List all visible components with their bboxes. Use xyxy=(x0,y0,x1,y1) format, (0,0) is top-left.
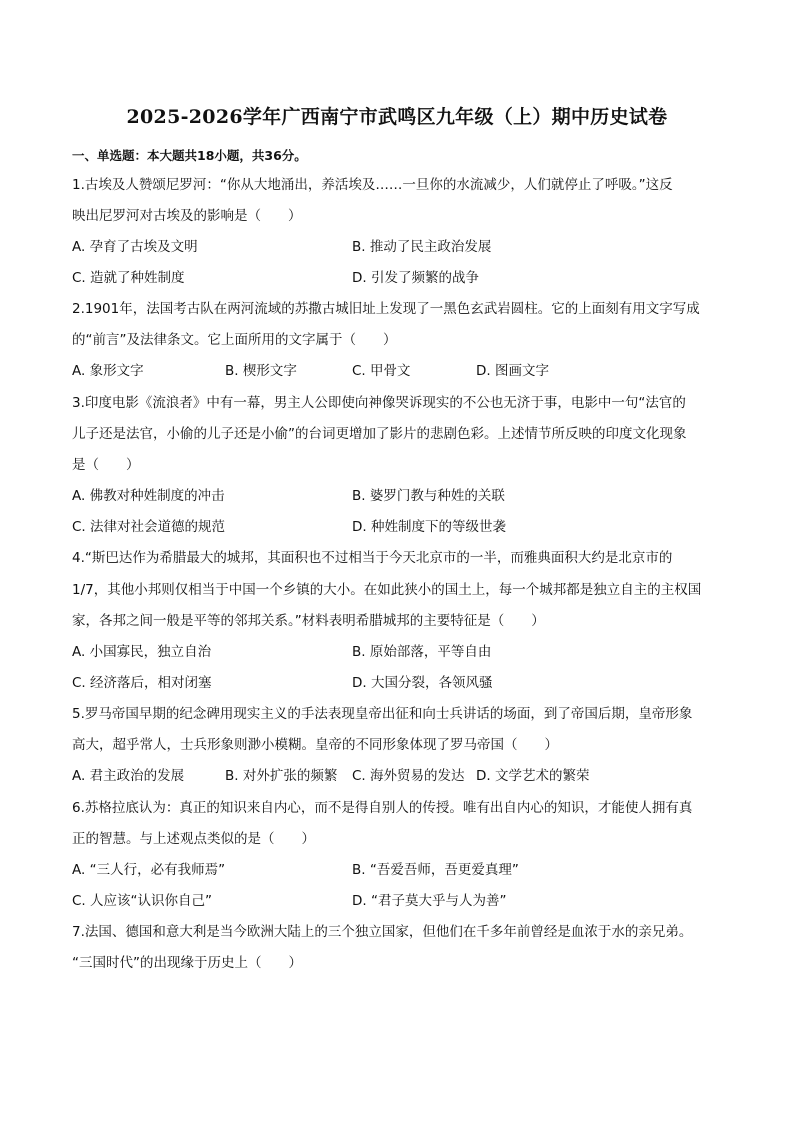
question-5-option-a: A. 君主政治的发展 xyxy=(72,768,185,784)
question-3-option-d: D. 种姓制度下的等级世袭 xyxy=(352,519,506,535)
section-heading: 一、单选题：本大题共18小题，共36分。 xyxy=(72,148,307,163)
question-4-line-2: 1/7，其他小邦则仅相当于中国一个乡镇的大小。在如此狭小的国土上，每一个城邦都是独立自主的主权国 xyxy=(72,582,702,598)
question-1-option-d: D. 引发了频繁的战争 xyxy=(352,270,479,286)
question-5-option-c: C. 海外贸易的发达 xyxy=(352,768,465,784)
question-5-line-1: 5.罗马帝国早期的纪念碑用现实主义的手法表现皇帝出征和向士兵讲话的场面，到了帝国后期，皇帝形象 xyxy=(72,706,693,722)
question-4-option-b: B. 原始部落，平等自由 xyxy=(352,644,492,660)
question-2-line-2: 的“前言”及法律条文。它上面所用的文字属于（ ） xyxy=(72,332,397,348)
question-3-option-a: A. 佛教对种姓制度的冲击 xyxy=(72,488,225,504)
question-4-line-3: 家，各邦之间一般是平等的邻邦关系。”材料表明希腊城邦的主要特征是（ ） xyxy=(72,613,545,629)
question-3-line-3: 是（ ） xyxy=(72,457,140,473)
question-3-option-c: C. 法律对社会道德的规范 xyxy=(72,519,226,535)
question-5-option-b: B. 对外扩张的频繁 xyxy=(225,768,338,784)
question-5-option-d: D. 文学艺术的繁荣 xyxy=(476,768,590,784)
question-4-option-d: D. 大国分裂，各领风骚 xyxy=(352,675,493,691)
question-2-option-d: D. 图画文字 xyxy=(476,363,549,379)
question-1-option-c: C. 造就了种姓制度 xyxy=(72,270,185,286)
question-3-line-1: 3.印度电影《流浪者》中有一幕，男主人公即使向神像哭诉现实的不公也无济于事，电影中一句“法官的 xyxy=(72,395,686,411)
question-6-option-a: A. “三人行，必有我师焉” xyxy=(72,862,226,878)
question-6-option-b: B. “吾爱吾师，吾更爱真理” xyxy=(352,862,519,878)
question-5-line-2: 高大，超乎常人，士兵形象则渺小模糊。皇帝的不同形象体现了罗马帝国（ ） xyxy=(72,737,558,753)
question-6-line-1: 6.苏格拉底认为：真正的知识来自内心，而不是得自别人的传授。唯有出自内心的知识，才能使人拥有真 xyxy=(72,800,693,816)
question-4-option-c: C. 经济落后，相对闭塞 xyxy=(72,675,212,691)
question-1-line-2: 映出尼罗河对古埃及的影响是（ ） xyxy=(72,208,302,224)
question-1-option-b: B. 推动了民主政治发展 xyxy=(352,239,492,255)
question-7-line-2: “三国时代”的出现缘于历史上（ ） xyxy=(72,955,302,971)
question-4-option-a: A. 小国寡民，独立自治 xyxy=(72,644,212,660)
question-2-option-a: A. 象形文字 xyxy=(72,363,144,379)
question-2-line-1: 2.1901年，法国考古队在两河流域的苏撒古城旧址上发现了一黑色玄武岩圆柱。它的上面刻有用文字写成 xyxy=(72,301,700,317)
question-2-option-b: B. 楔形文字 xyxy=(225,363,297,379)
question-7-line-1: 7.法国、德国和意大利是当今欧洲大陆上的三个独立国家，但他们在千多年前曾经是血浓于水的亲兄弟。 xyxy=(72,924,693,940)
question-6-line-2: 正的智慧。与上述观点类似的是（ ） xyxy=(72,831,315,847)
question-3-line-2: 儿子还是法官，小偷的儿子还是小偷”的台词更增加了影片的悲剧色彩。上述情节所反映的印度文化现象 xyxy=(72,426,687,442)
question-1-option-a: A. 孕育了古埃及文明 xyxy=(72,239,198,255)
question-1-line-1: 1.古埃及人赞颂尼罗河：“你从大地涌出，养活埃及……一旦你的水流减少，人们就停止了呼吸。”这反 xyxy=(72,177,673,193)
question-3-option-b: B. 婆罗门教与种姓的关联 xyxy=(352,488,505,504)
question-4-line-1: 4.“斯巴达作为希腊最大的城邦，其面积也不过相当于今天北京市的一半，而雅典面积大约是北京市的 xyxy=(72,550,673,566)
exam-title: 2025-2026学年广西南宁市武鸣区九年级（上）期中历史试卷 xyxy=(126,106,668,128)
question-6-option-c: C. 人应该“认识你自己” xyxy=(72,893,212,909)
question-6-option-d: D. “君子莫大乎与人为善” xyxy=(352,893,507,909)
question-2-option-c: C. 甲骨文 xyxy=(352,363,411,379)
